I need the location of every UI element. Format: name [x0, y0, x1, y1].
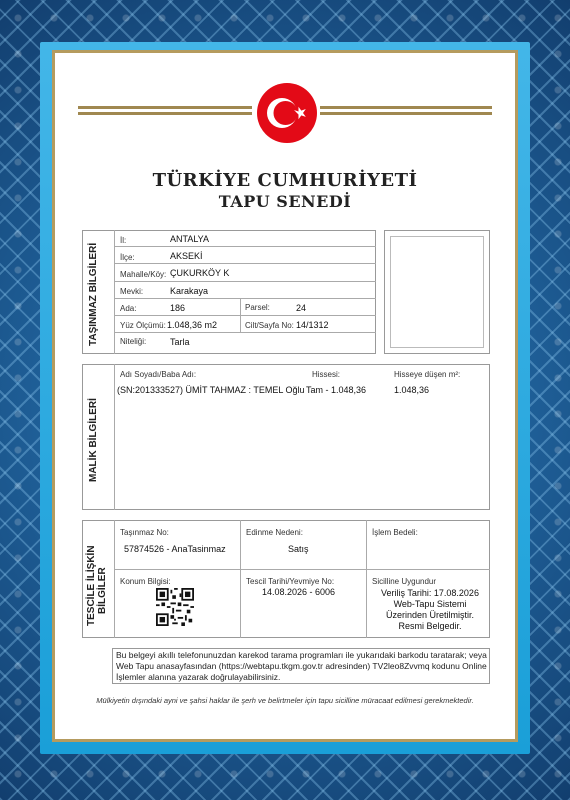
owner-name-header: Adı Soyadı/Baba Adı:	[120, 370, 197, 379]
ilce-value: AKSEKİ	[170, 251, 203, 261]
row-line	[114, 281, 376, 282]
row-line	[114, 298, 376, 299]
qr-code-icon[interactable]	[156, 588, 194, 626]
cilt-label: Cilt/Sayfa No:	[245, 321, 294, 330]
sicil-label: Sicilline Uygundur	[372, 577, 437, 586]
sicil-line-2: Web-Tapu Sistemi	[393, 599, 467, 609]
owner-share-header: Hissesi:	[312, 370, 341, 379]
nitelik-label: Niteliği:	[120, 337, 147, 346]
owner-section-label: MALİK BİLGİLERİ	[88, 398, 99, 482]
col-line	[240, 298, 241, 332]
row-line	[114, 569, 490, 570]
col-line	[240, 520, 241, 638]
tasinmaz-no-value: 57874526 - AnaTasinmaz	[124, 544, 226, 554]
cilt-value: 14/1312	[296, 320, 329, 330]
footnote: Mülkiyetin dışındaki ayni ve şahsi haklar ile şerh ve belirtmeler için tapu sicilline müracaat edilmesi gerekmektedir.	[96, 696, 474, 705]
yuzolcumu-label: Yüz Ölçümü:	[120, 321, 166, 330]
mevki-label: Mevki:	[120, 287, 144, 296]
ada-label: Ada:	[120, 304, 137, 313]
property-section-label: TAŞINMAZ BİLGİLERİ	[88, 242, 99, 346]
nitelik-value: Tarla	[170, 337, 190, 347]
row-line	[114, 315, 376, 316]
ada-value: 186	[170, 303, 186, 313]
owner-name: (SN:201333527) ÜMİT TAHMAZ : TEMEL Oğlu	[117, 385, 305, 395]
property-divider	[114, 230, 115, 354]
owner-share: Tam - 1.048,36	[306, 385, 367, 395]
mahalle-label: Mahalle/Köy:	[120, 270, 167, 279]
edinme-label: Edinme Nedeni:	[246, 528, 303, 537]
owner-divider	[114, 364, 115, 510]
konum-label: Konum Bilgisi:	[120, 577, 171, 586]
verification-note: Bu belgeyi akıllı telefonunuzdan karekod tarama programları ile yukarıdaki barkodu taratarak; veya Web Tapu anasayfasından (https://webtapu.tkgm.gov.tr adresinden) TV2leo8Zvvmq kodunu Online İşlemler alanına yazarak doğrulayabilirsiniz.	[116, 650, 487, 682]
decorative-stripes-left	[78, 106, 252, 120]
il-value: ANTALYA	[170, 234, 210, 244]
decorative-stripes-right	[320, 106, 492, 120]
owner-area: 1.048,36	[394, 385, 430, 395]
tescil-label: Tescil Tarihi/Yevmiye No:	[246, 577, 335, 586]
registration-divider	[114, 520, 115, 638]
sicil-line-3: Üzerinden Üretilmiştir.	[385, 610, 475, 620]
sicil-line-4: Resmi Belgedir.	[398, 621, 462, 631]
owner-area-header: Hisseye düşen m²:	[394, 370, 461, 379]
title-country: TÜRKİYE CUMHURİYETİ	[152, 170, 418, 191]
crescent-star-emblem-icon	[256, 82, 318, 144]
mahalle-value: ÇUKURKÖY K	[170, 268, 230, 278]
photo-inner	[390, 236, 484, 348]
title-document: TAPU SENEDİ	[218, 192, 352, 211]
registration-section-label-1: TESCİLE İLİŞKİN	[86, 545, 97, 626]
parsel-label: Parsel:	[245, 303, 270, 312]
tasinmaz-no-label: Taşınmaz No:	[120, 528, 169, 537]
islem-bedeli-label: İşlem Bedeli:	[372, 528, 418, 537]
sicil-line-1: Veriliş Tarihi: 17.08.2026	[381, 588, 479, 598]
edinme-value: Satış	[288, 544, 309, 554]
registration-section-label-2: BİLGİLER	[97, 567, 108, 614]
tescil-value: 14.08.2026 - 6006	[262, 587, 336, 597]
row-line	[114, 263, 376, 264]
il-label: İl:	[120, 236, 127, 245]
yuzolcumu-value: 1.048,36 m2	[167, 320, 218, 330]
row-line	[114, 332, 376, 333]
col-line	[366, 520, 367, 638]
row-line	[114, 246, 376, 247]
mevki-value: Karakaya	[170, 286, 209, 296]
ilce-label: İlçe:	[120, 253, 135, 262]
parsel-value: 24	[296, 303, 307, 313]
